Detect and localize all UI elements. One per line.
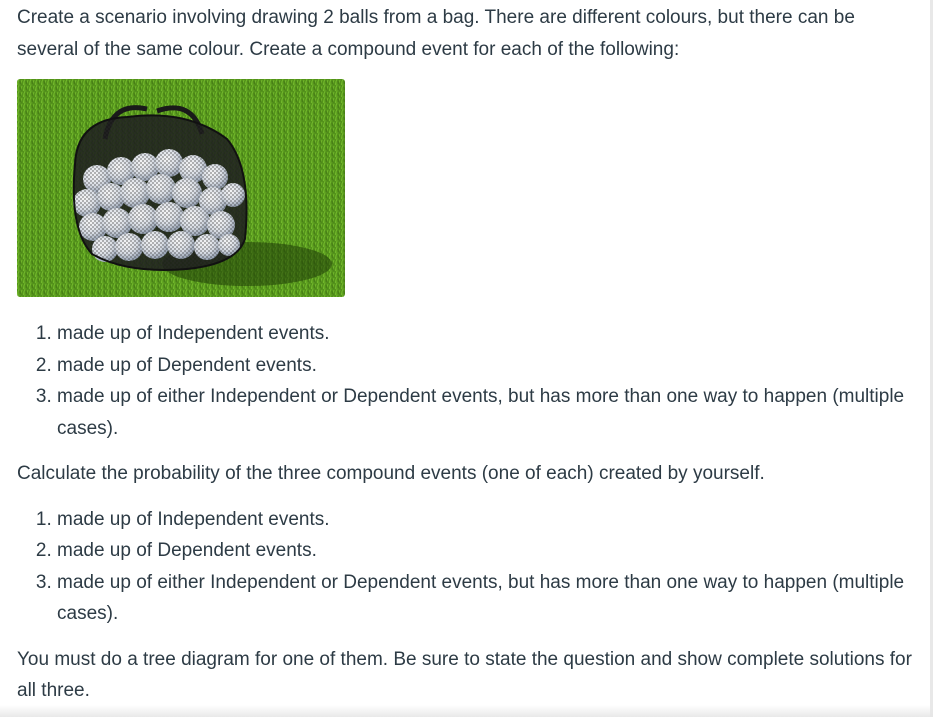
calculate-paragraph: Calculate the probability of the three compound events (one of each) created by yourself. — [17, 463, 765, 484]
requirements-list-2 — [17, 504, 917, 630]
intro-paragraph: Create a scenario involving drawing 2 balls from a bag. There are different colours, but there can be several of the same colour. Create a compound event for each of the following: — [17, 7, 855, 60]
requirements-list-1 — [17, 318, 917, 444]
assignment-content — [17, 2, 917, 707]
list-item: 3. made up of either Independent or Dependent events, but has more than one way to happen (multiple cases). — [57, 567, 917, 630]
list-item: 1. made up of Independent events. — [57, 504, 917, 536]
tree-diagram-paragraph: You must do a tree diagram for one of them. Be sure to state the question and show complete solutions for all three. — [17, 648, 912, 701]
list-item: 2. made up of Dependent events. — [57, 535, 917, 567]
bottom-fade — [0, 705, 933, 717]
list-item: 2. made up of Dependent events. — [57, 350, 917, 382]
list-item: 3. made up of either Independent or Dependent events, but has more than one way to happen (multiple cases). — [57, 381, 917, 444]
list-item: 1. made up of Independent events. — [57, 318, 917, 350]
golf-balls-image — [17, 79, 345, 297]
